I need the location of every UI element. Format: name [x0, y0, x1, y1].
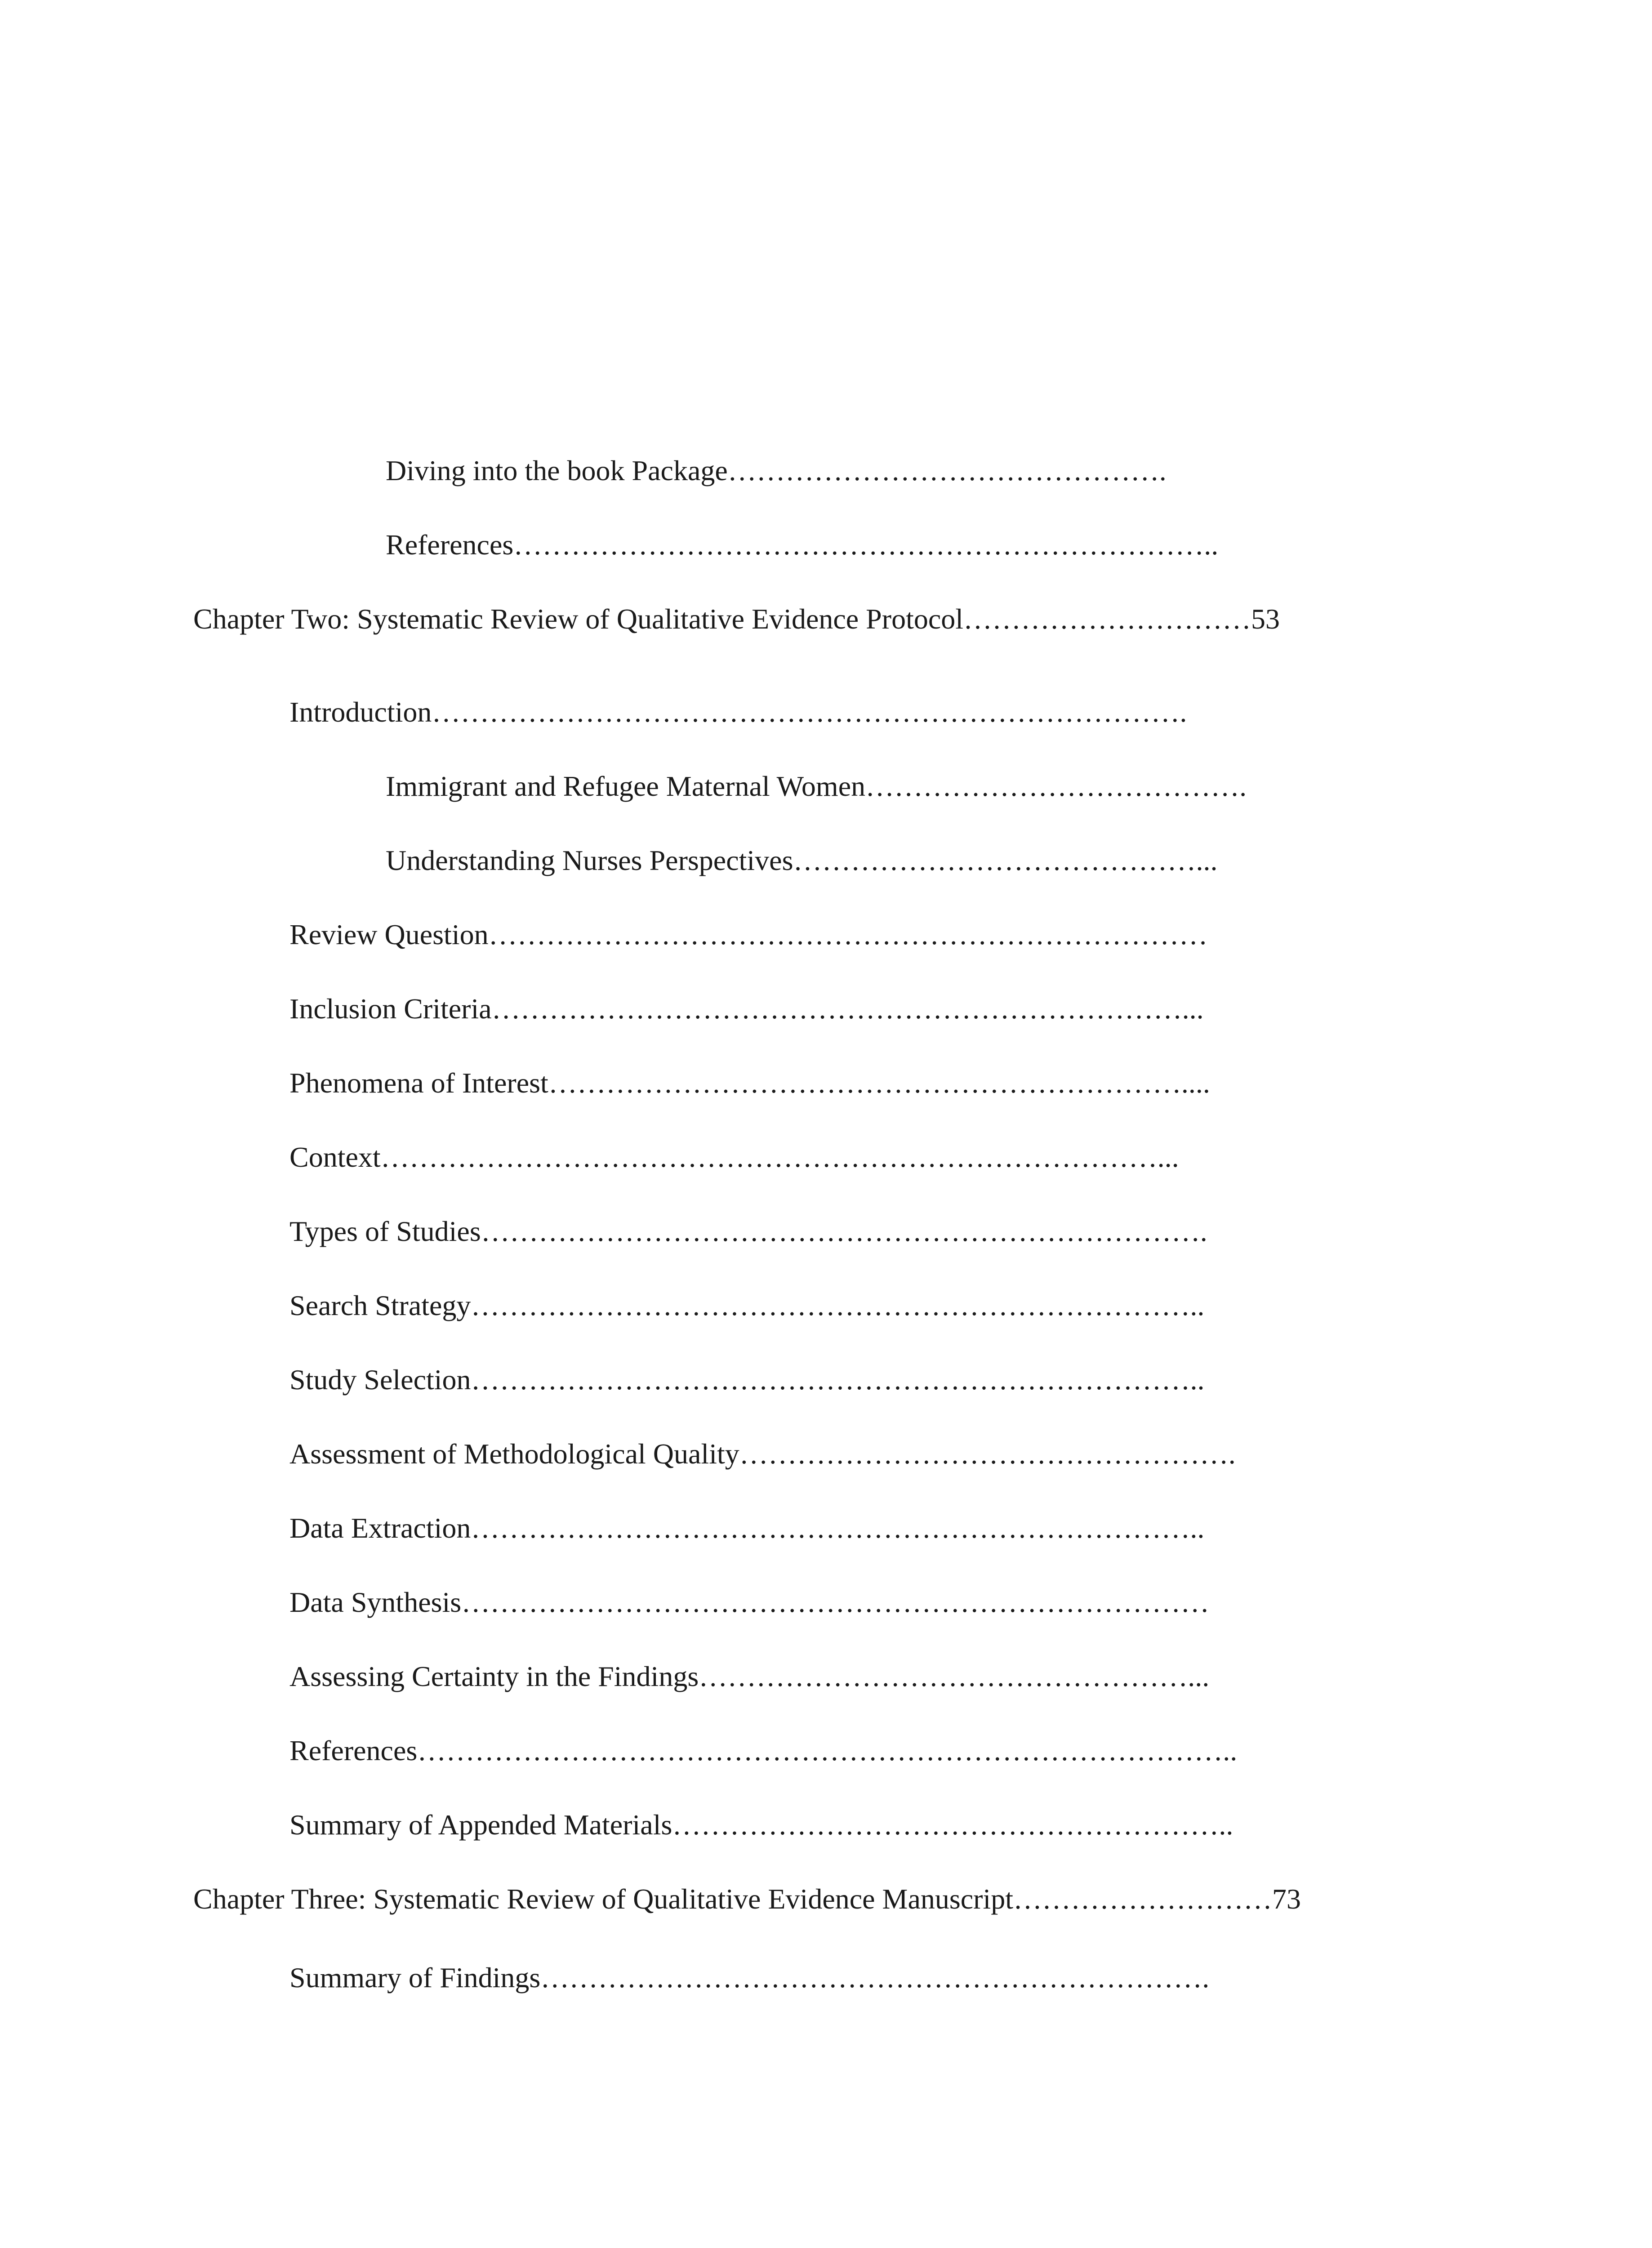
toc-entry-diving-into-the-book-package: Diving into the book Package……………………………………….: [386, 455, 1167, 486]
toc-entry-phenomena-of-interest: Phenomena of Interest…………………………………………………………....: [289, 1067, 1210, 1099]
toc-entry-introduction: Introduction…………………………………………………………………….: [289, 696, 1187, 728]
toc-entry-study-selection: Study Selection…………………………………………………………………..: [289, 1364, 1205, 1396]
toc-entry-understanding-nurses-perspectives: Understanding Nurses Perspectives……………………………………...: [386, 844, 1218, 876]
toc-entry-context: Context………………………………………………………………………...: [289, 1141, 1179, 1173]
toc-entry-summary-of-findings: Summary of Findings…………………………………………………………….: [289, 1962, 1210, 1994]
toc-entry-references-chapter-one: References………………………………………………………………..: [386, 529, 1219, 561]
toc-chapter-two-heading: Chapter Two: Systematic Review of Qualitative Evidence Protocol…………………………53: [193, 603, 1280, 635]
toc-entry-inclusion-criteria: Inclusion Criteria………………………………………………………………...: [289, 993, 1204, 1025]
toc-entry-assessment-of-methodological-quality: Assessment of Methodological Quality…………………………………………….: [289, 1438, 1236, 1470]
toc-entry-references-chapter-two: References…………………………………………………………………………..: [289, 1735, 1238, 1766]
toc-entry-data-synthesis: Data Synthesis……………………………………………………………………: [289, 1586, 1210, 1618]
toc-entry-data-extraction: Data Extraction…………………………………………………………………..: [289, 1512, 1205, 1544]
toc-chapter-three-heading: Chapter Three: Systematic Review of Qualitative Evidence Manuscript………………………73: [193, 1883, 1301, 1915]
toc-entry-assessing-certainty-in-the-findings: Assessing Certainty in the Findings……………………………………………...: [289, 1660, 1210, 1692]
toc-entry-review-question: Review Question…………………………………………………………………: [289, 919, 1208, 950]
toc-entry-search-strategy: Search Strategy…………………………………………………………………..: [289, 1289, 1205, 1321]
toc-entry-immigrant-and-refugee-maternal-women: Immigrant and Refugee Maternal Women………………………………….: [386, 770, 1247, 802]
toc-entry-types-of-studies: Types of Studies………………………………………………………………….: [289, 1215, 1207, 1247]
toc-entry-summary-of-appended-materials: Summary of Appended Materials…………………………………………………..: [289, 1809, 1233, 1841]
